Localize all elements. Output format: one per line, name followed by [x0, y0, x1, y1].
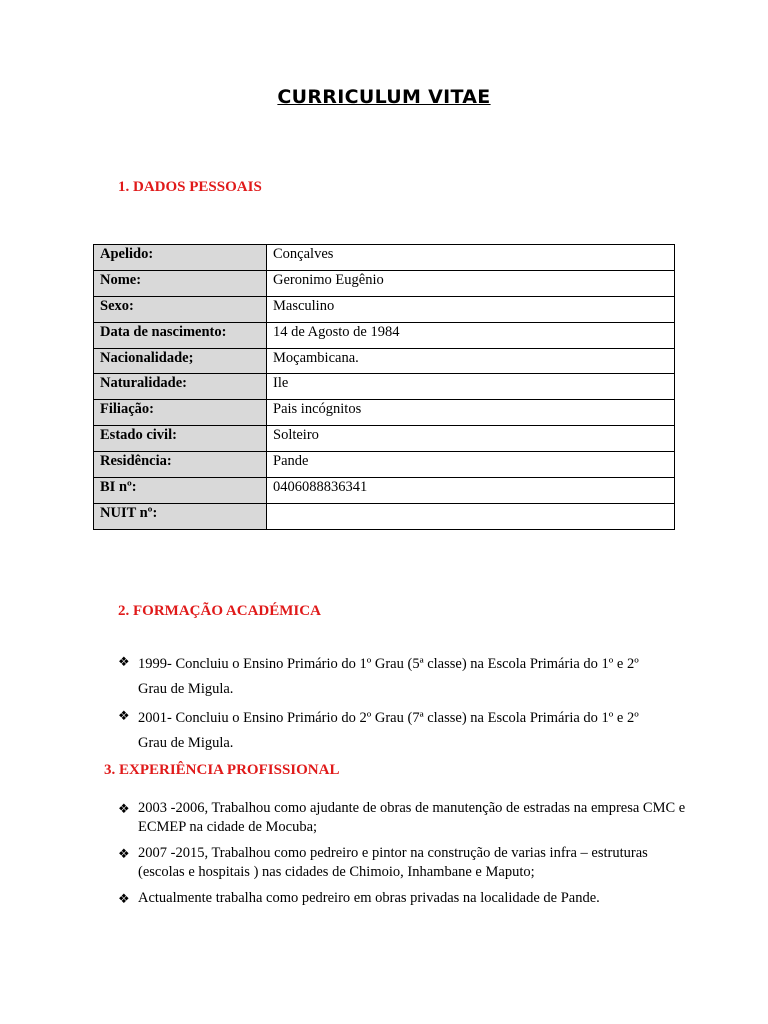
list-item	[118, 706, 688, 756]
table-row	[94, 452, 675, 478]
experience-list	[118, 799, 688, 910]
education-item-1-line1: 1999- Concluiu o Ensino Primário do 1º Grau (5ª classe) na Escola Primária do 1º e 2º	[138, 656, 639, 672]
field-value: 14 de Agosto de 1984	[267, 322, 675, 348]
list-item	[118, 889, 688, 910]
experience-item-2: 2007 -2015, Trabalhou como pedreiro e pintor na construção de varias infra – estruturas (escolas e hospitais ) nas cidades de Chimoio, Inhambane e Maputo;	[138, 845, 648, 880]
section-heading-education: 2. FORMAÇÃO ACADÉMICA	[118, 603, 321, 619]
field-value: Pais incógnitos	[267, 400, 675, 426]
field-label: Filiação:	[94, 400, 267, 426]
diamond-bullet-icon: ❖	[118, 847, 130, 862]
field-value	[267, 503, 675, 529]
list-item	[118, 844, 688, 882]
table-row	[94, 374, 675, 400]
list-item	[118, 652, 688, 702]
list-item	[118, 799, 688, 837]
section-heading-personal: 1. DADOS PESSOAIS	[118, 179, 262, 195]
table-row	[94, 245, 675, 271]
field-label: Nacionalidade;	[94, 348, 267, 374]
table-row	[94, 426, 675, 452]
table-row	[94, 296, 675, 322]
table-row	[94, 478, 675, 504]
field-value: Conçalves	[267, 245, 675, 271]
education-item-1-line2: Grau de Migula.	[138, 681, 234, 697]
field-value: Ile	[267, 374, 675, 400]
field-label: BI nº:	[94, 478, 267, 504]
field-value: Moçambicana.	[267, 348, 675, 374]
field-value: 0406088836341	[267, 478, 675, 504]
diamond-bullet-icon: ❖	[118, 709, 130, 724]
education-list	[118, 652, 688, 756]
experience-item-1: 2003 -2006, Trabalhou como ajudante de obras de manutenção de estradas na empresa CMC e ECMEP na cidade de Mocuba;	[138, 800, 686, 835]
field-label: Data de nascimento:	[94, 322, 267, 348]
field-label: Nome:	[94, 270, 267, 296]
education-item-2-line1: 2001- Concluiu o Ensino Primário do 2º Grau (7ª classe) na Escola Primária do 1º e 2º	[138, 710, 639, 726]
diamond-bullet-icon: ❖	[118, 655, 130, 670]
table-row	[94, 348, 675, 374]
field-label: Apelido:	[94, 245, 267, 271]
section-heading-experience: 3. EXPERIÊNCIA PROFISSIONAL	[104, 762, 340, 778]
field-value: Solteiro	[267, 426, 675, 452]
field-label: Estado civil:	[94, 426, 267, 452]
field-value: Masculino	[267, 296, 675, 322]
table-row	[94, 322, 675, 348]
field-value: Geronimo Eugênio	[267, 270, 675, 296]
education-item-2-line2: Grau de Migula.	[138, 735, 234, 751]
diamond-bullet-icon: ❖	[118, 802, 130, 817]
field-label: Sexo:	[94, 296, 267, 322]
table-row	[94, 503, 675, 529]
diamond-bullet-icon: ❖	[118, 892, 130, 907]
document-title: CURRICULUM VITAE	[277, 86, 491, 108]
table-row	[94, 270, 675, 296]
personal-data-table	[93, 244, 675, 530]
field-label: NUIT nº:	[94, 503, 267, 529]
field-label: Naturalidade:	[94, 374, 267, 400]
experience-item-3: Actualmente trabalha como pedreiro em obras privadas na localidade de Pande.	[138, 890, 600, 906]
table-row	[94, 400, 675, 426]
field-value: Pande	[267, 452, 675, 478]
field-label: Residência:	[94, 452, 267, 478]
